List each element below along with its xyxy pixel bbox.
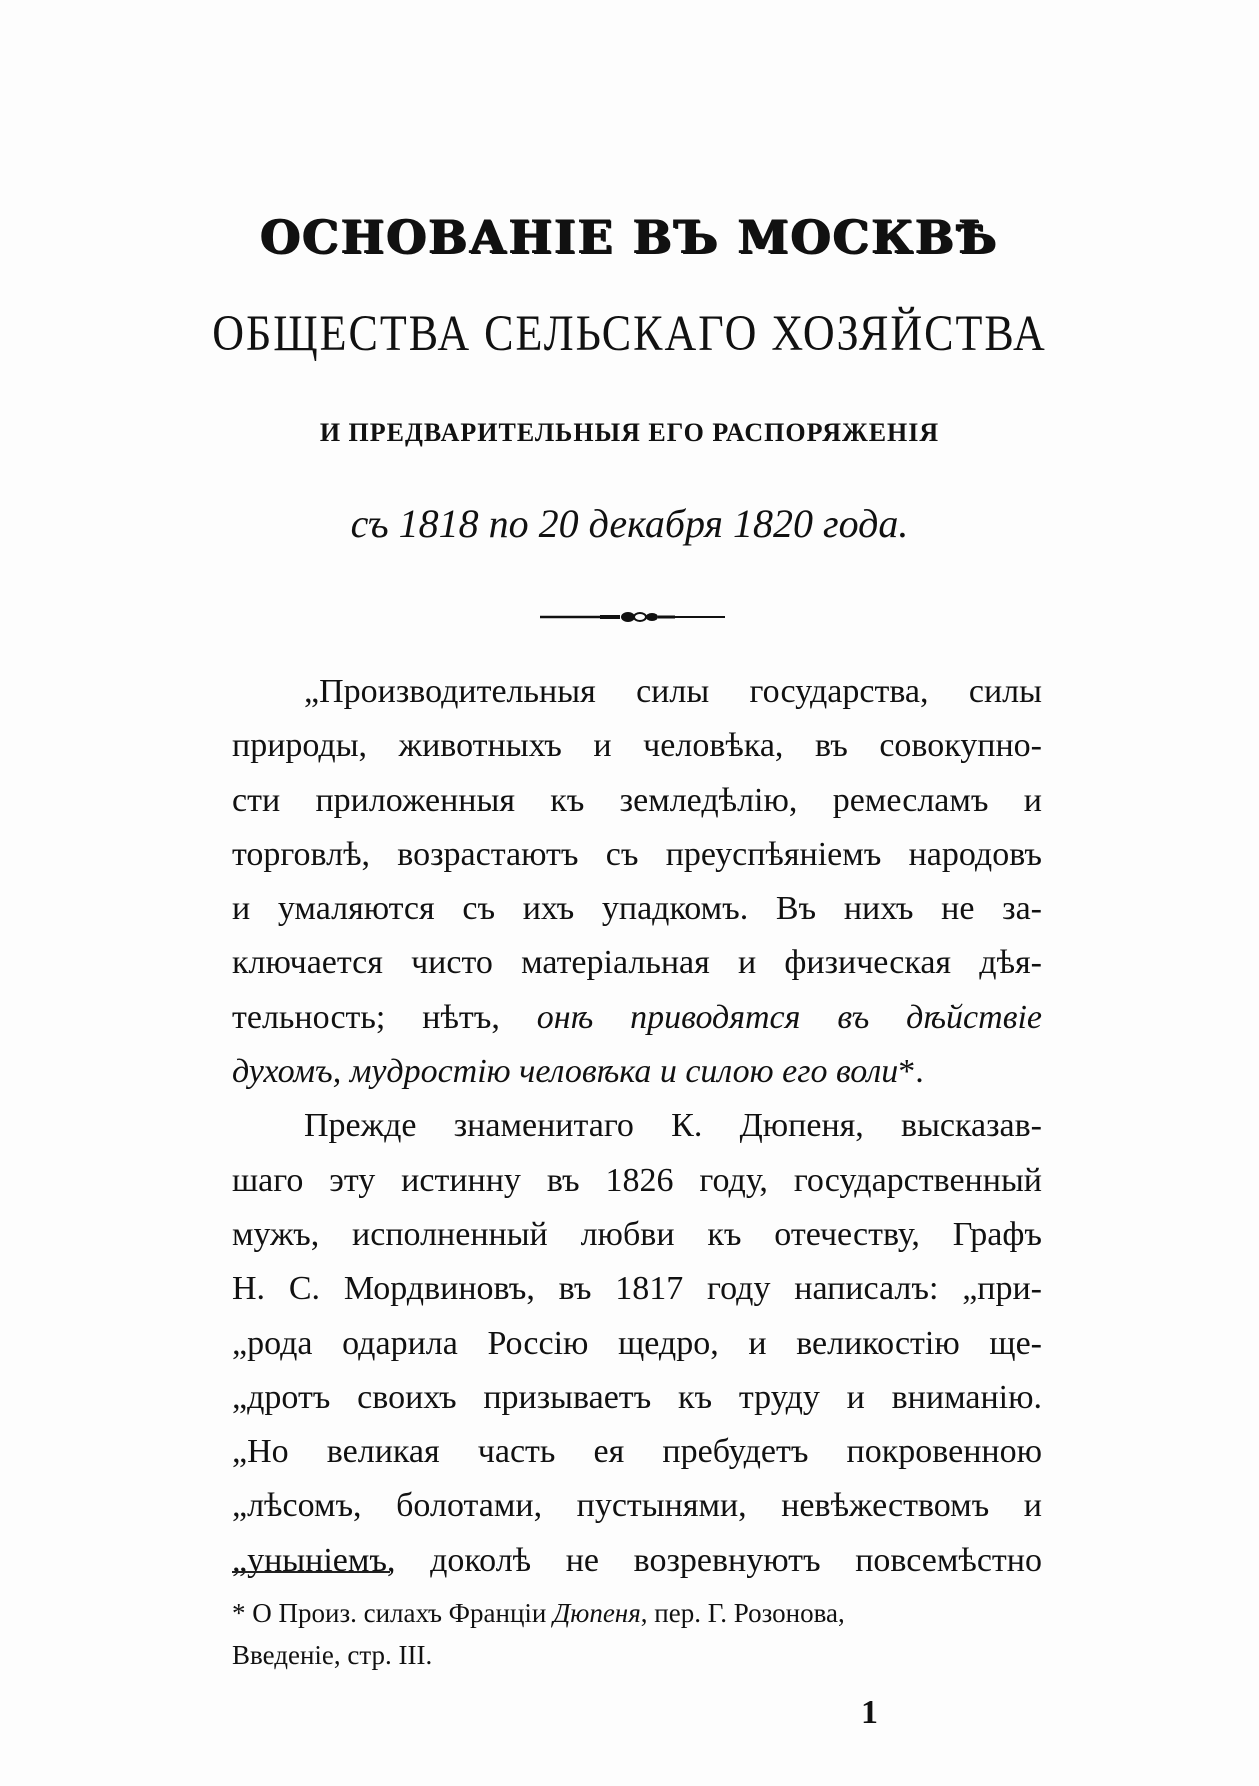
italic-text: онѣ приводятся въ дѣйствіе: [536, 998, 1042, 1036]
footnote-line: Введеніе, стр. III.: [232, 1640, 433, 1670]
text-line: Прежде знаменитаго К. Дюпеня, высказав-: [304, 1107, 1042, 1145]
ornament-divider: [540, 610, 725, 624]
text-line: Н. С. Мордвиновъ, въ 1817 году написалъ: „при-: [232, 1270, 1042, 1308]
text-line: [232, 991, 1042, 1045]
text-fragment: тельность; нѣтъ,: [232, 998, 537, 1036]
text-line: „дротъ своихъ призываетъ къ труду и вниманію.: [232, 1378, 1042, 1416]
text-line: шаго эту истинну въ 1826 году, государственный: [232, 1161, 1042, 1199]
text-line: сти приложенныя къ земледѣлію, ремесламъ и: [232, 781, 1042, 819]
text-line: „лѣсомъ, болотами, пустынями, невѣжествомъ и: [232, 1487, 1042, 1525]
body-text: [232, 665, 1042, 1588]
footnote-divider: [232, 1571, 390, 1573]
text-line: и умаляются съ ихъ упадкомъ. Въ нихъ не за-: [232, 890, 1042, 928]
sub-heading: ОБЩЕСТВА СЕЛЬСКАГО ХОЗЯЙСТВА: [212, 305, 1047, 362]
footnote-reference: *.: [898, 1053, 924, 1091]
text-line: мужъ, исполненный любви къ отечеству, Графъ: [232, 1215, 1042, 1253]
text-line: „уныніемъ, доколѣ не возревнуютъ повсемѣстно: [232, 1541, 1042, 1579]
main-heading: ОСНОВАНІЕ ВЪ МОСКВѢ: [260, 210, 999, 264]
footnote-marker: *: [232, 1598, 246, 1628]
footnote-text: , пер. Г. Розонова,: [640, 1598, 845, 1628]
date-heading: съ 1818 по 20 декабря 1820 года.: [350, 501, 909, 546]
text-line: ключается чисто матеріальная и физическая дѣя-: [232, 944, 1042, 982]
text-line: „Производительныя силы государства, силы: [304, 673, 1042, 710]
footnote-author: Дюпеня: [553, 1598, 641, 1628]
text-line: природы, животныхъ и человѣка, въ совокупно-: [232, 727, 1042, 765]
text-line: торговлѣ, возрастаютъ съ преуспѣяніемъ народовъ: [232, 835, 1042, 873]
footnote-text: О Произ. силахъ Франціи: [252, 1598, 554, 1628]
text-line: [232, 1045, 1042, 1099]
small-heading: И ПРЕДВАРИТЕЛЬНЫЯ ЕГО РАСПОРЯЖЕНІЯ: [319, 418, 940, 447]
italic-text: духомъ, мудростію человѣка и силою его воли: [232, 1053, 899, 1091]
page-number: 1: [861, 1694, 878, 1731]
text-line: „рода одарила Россію щедро, и великостію ще-: [232, 1324, 1042, 1362]
footnote: [232, 1592, 1042, 1676]
footnote-line: [232, 1592, 1042, 1634]
text-line: „Но великая часть ея пребудетъ покровенною: [232, 1433, 1042, 1471]
